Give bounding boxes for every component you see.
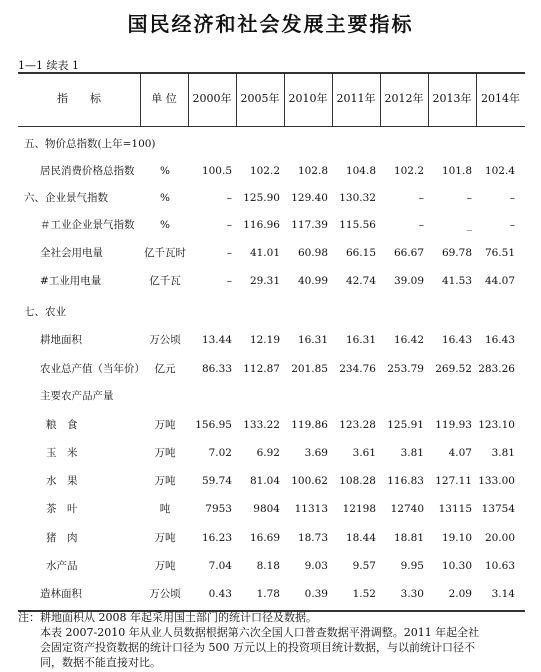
row-value: 11313 [294,503,328,515]
row-value: 119.86 [291,419,328,431]
row-unit: 吨 [159,503,171,515]
row-value: 269.52 [435,363,472,375]
row-label: 全社会用电量 [40,247,103,259]
row-value: 116.96 [243,219,280,231]
row-value: 4.07 [448,447,472,459]
row-unit: 万吨 [154,560,176,572]
row-label: 主要农产品产量 [40,390,114,402]
row-unit: % [160,219,170,231]
row-value: 42.74 [345,275,376,287]
row-value: 86.33 [201,363,232,375]
row-unit: % [160,165,170,177]
row-value: 8.18 [256,560,280,572]
row-value: 81.04 [249,475,280,487]
row-value: 16.23 [201,532,232,544]
row-value: 40.99 [297,275,328,287]
row-value: 60.98 [297,247,328,259]
row-unit: 亿千瓦时 [144,247,186,259]
row-value: 66.15 [345,247,376,259]
row-label: 粮 食 [46,419,78,431]
row-value: 127.11 [435,475,472,487]
row-unit: 万吨 [154,419,176,431]
row-value: – [226,275,232,287]
row-value: 156.95 [195,419,232,431]
row-value: 9804 [253,503,280,515]
row-value: – [509,219,515,231]
header-year: 2012年 [384,92,424,105]
row-value: 76.51 [484,247,515,259]
row-value: 69.78 [441,247,472,259]
row-value: 41.53 [441,275,472,287]
row-value: – [466,192,472,204]
row-value: 3.14 [491,588,515,600]
row-value: 10.30 [441,560,472,572]
header-bottom-rule [18,126,525,127]
row-value: 7.04 [208,560,232,572]
row-value: 3.81 [491,447,515,459]
row-value: 130.32 [339,192,376,204]
row-value: 102.2 [393,165,424,177]
row-label: 耕地面积 [40,334,82,346]
row-unit: 亿元 [154,363,176,375]
row-value: – [418,219,424,231]
row-value [459,137,515,151]
row-value: 9.03 [304,560,328,572]
row-label: 居民消费价格总指数 [40,165,135,177]
row-value: 102.8 [297,165,328,177]
row-value: 133.00 [478,475,515,487]
row-value: 201.85 [291,363,328,375]
row-label: 猪 肉 [46,532,78,544]
row-unit: 万公顷 [149,334,181,346]
row-value: 16.43 [484,334,515,346]
row-value: 20.00 [484,532,515,544]
row-value: 115.56 [339,219,376,231]
row-value: 2.09 [448,588,472,600]
row-value: 9.95 [400,560,424,572]
row-value: 12.19 [249,334,280,346]
row-value: – [226,219,232,231]
header-year: 2011年 [336,92,376,105]
row-value: 129.40 [291,192,328,204]
row-value: 18.44 [345,532,376,544]
row-value: – [226,247,232,259]
row-value: – [226,192,232,204]
row-value: 1.52 [352,588,376,600]
page-title: 国民经济和社会发展主要指标 [127,12,414,36]
row-label: ＃工业企业景气指数 [40,219,135,231]
header-unit: 单 位 [151,92,177,105]
row-label: 水产品 [46,560,78,572]
row-value: 119.93 [435,419,472,431]
row-unit: 万公顷 [149,588,181,600]
row-value: 102.4 [484,165,515,177]
header-indicator: 指 标 [57,92,101,105]
row-value: 102.2 [249,165,280,177]
row-value: – [418,192,424,204]
row-value: 283.26 [478,363,515,375]
row-value: 39.09 [393,275,424,287]
header-year: 2013年 [432,92,472,105]
row-value: 116.83 [387,475,424,487]
row-value: 101.8 [441,165,472,177]
row-value: 112.87 [243,363,280,375]
row-value: 104.8 [345,165,376,177]
row-label: 玉 米 [46,447,78,459]
row-value: 108.28 [339,475,376,487]
row-value: 123.28 [339,419,376,431]
row-value: 0.39 [304,588,328,600]
row-value: 6.92 [256,447,280,459]
row-value: 1.78 [256,588,280,600]
header-year: 2014年 [481,92,520,105]
table-number: 1—1 续表 1 [18,59,79,72]
row-value: 7.02 [208,447,232,459]
row-value: 16.69 [249,532,280,544]
footnote-line: 同，数据不能直接对比。 [40,656,161,669]
row-label: 水 果 [46,475,78,487]
row-value: 18.73 [297,532,328,544]
row-value: 125.90 [243,192,280,204]
row-value: 19.10 [441,532,472,544]
row-value: 13.44 [201,334,232,346]
row-label: 五、物价总指数(上年=100) [24,138,156,150]
row-value: 16.31 [297,334,328,346]
row-value: 125.91 [387,419,424,431]
row-value: 10.63 [484,560,515,572]
row-label: 造林面积 [40,588,82,600]
row-value: 16.43 [441,334,472,346]
row-value: 3.81 [400,447,424,459]
row-value: 253.79 [387,363,424,375]
row-unit: 万吨 [154,532,176,544]
row-value: 9.57 [352,560,376,572]
header-year: 2010年 [288,92,328,105]
row-value: 13115 [438,503,472,515]
row-unit: 万吨 [154,475,176,487]
row-value: 3.30 [400,588,424,600]
row-value: 66.67 [393,247,424,259]
footnote-line: 会固定资产投资数据的统计口径为 500 万元以上的投资项目统计数据，与以前统计口径不 [40,641,475,654]
row-value: 59.74 [201,475,232,487]
row-value: _ [466,219,472,231]
row-value: 0.43 [208,588,232,600]
row-value: 117.39 [291,219,328,231]
row-value: 18.81 [393,532,424,544]
row-value: 29.31 [249,275,280,287]
row-label: #工业用电量 [40,275,102,287]
row-value [459,305,515,319]
row-value: 13754 [481,503,515,515]
row-value: 123.10 [478,419,515,431]
row-value: 3.69 [304,447,328,459]
row-unit: 万吨 [154,447,176,459]
row-label: 七、农业 [24,306,66,318]
row-value: 44.07 [484,275,515,287]
row-value: 16.42 [393,334,424,346]
row-value: 16.31 [345,334,376,346]
row-value: 12740 [390,503,424,515]
row-unit: % [160,192,170,204]
footnote-line: 本表 2007-2010 年从业人员数据根据第六次全国人口普查数据平滑调整。2011 年起全社 [40,626,480,639]
row-unit: 亿千瓦 [149,275,181,287]
row-label: 六、企业景气指数 [24,192,108,204]
row-value: 100.5 [201,165,232,177]
row-value: 234.76 [339,363,376,375]
header-year: 2005年 [240,92,280,105]
row-label: 茶 叶 [46,503,78,515]
row-value: 100.62 [291,475,328,487]
row-value: – [509,192,515,204]
row-value: 133.22 [243,419,280,431]
row-value: 41.01 [249,247,280,259]
row-value: 7953 [205,503,232,515]
row-value: 3.61 [352,447,376,459]
header-year: 2000年 [192,92,232,105]
row-value [459,389,515,403]
row-label: 农业总产值（当年价） [40,363,145,375]
footnote-line: 注：耕地面积从 2008 年起采用国土部门的统计口径及数据。 [18,611,317,624]
row-value: 12198 [342,503,376,515]
